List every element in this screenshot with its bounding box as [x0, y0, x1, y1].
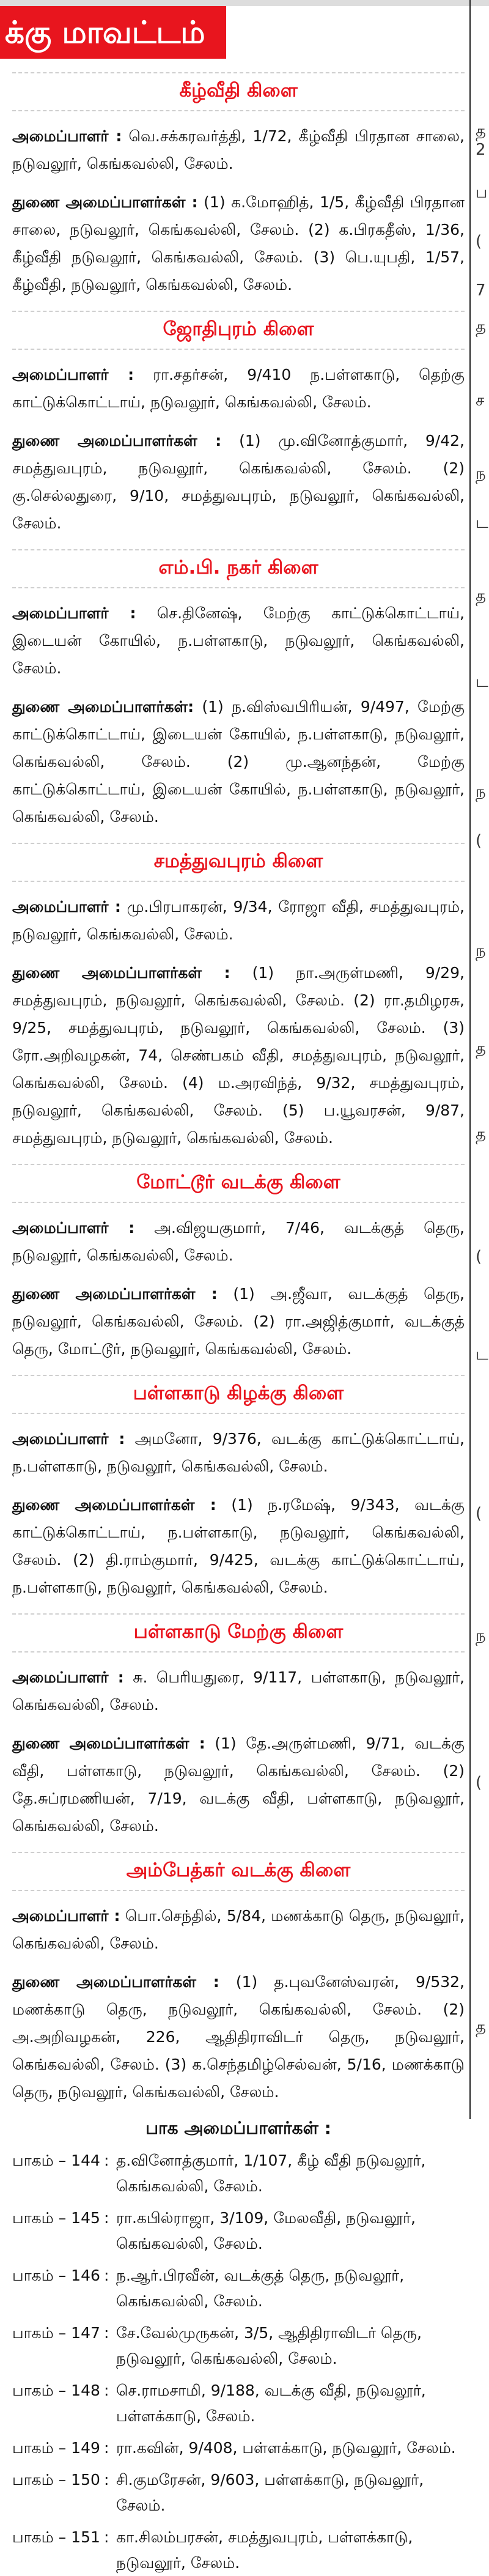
organizer-text: செ.தினேஷ், மேற்கு காட்டுக்கொட்டாய், இடையன் கோயில், ந.பள்ளகாடு, நடுவலூர், கெங்கவல்லி, சேலம். [12, 604, 465, 677]
organizer-entry [12, 1425, 465, 1480]
deputy-label: துணை அமைப்பாளர்கள் : [12, 193, 198, 211]
booth-number: பாகம் – 146 [12, 2267, 100, 2284]
booth-address: சே.வேல்முருகன், 3/5, ஆதிதிராவிடர் தெரு, நடுவலூர், கெங்கவல்லி, சேலம். [116, 2324, 422, 2367]
organizer-label: அமைப்பாளர் : [12, 1219, 135, 1237]
booth-address: த.வினோத்குமார், 1/107, கீழ் வீதி நடுவலூர், கெங்கவல்லி, சேலம். [116, 2152, 426, 2195]
deputy-text: (1) அ.ஜீவா, வடக்குத் தெரு, நடுவலூர், கெங்கவல்லி, சேலம். (2) ரா.அஜித்குமார், வடக்குத் தெரு, மோட்டூர், நடுவலூர், கெங்கவல்லி, சேலம். [12, 1285, 465, 1358]
deputy-label: துணை அமைப்பாளர்கள் : [12, 1973, 219, 1991]
deputy-label: துணை அமைப்பாளர்கள் : [12, 1734, 205, 1752]
deputy-entry [12, 959, 465, 1152]
branch-section [12, 1613, 465, 1840]
booth-row [12, 2435, 465, 2461]
deputy-entry [12, 188, 465, 298]
branch-section [12, 1164, 465, 1363]
booth-number: பாகம் – 150 [12, 2471, 100, 2489]
branch-heading: எம்.பி. நகர் கிளை [12, 549, 465, 588]
booth-number: பாகம் – 148 [12, 2382, 100, 2399]
organizer-text: சு. பெரியதுரை, 9/117, பள்ளகாடு, நடுவலூர், கெங்கவல்லி, சேலம். [12, 1668, 465, 1714]
organizer-text: அமனோ, 9/376, வடக்கு காட்டுக்கொட்டாய், ந.பள்ளகாடு, நடுவலூர், கெங்கவல்லி, சேலம். [12, 1430, 465, 1475]
fragment-glyph: ந [476, 1627, 486, 1645]
organizer-entry [12, 122, 465, 177]
main-column [12, 72, 465, 2572]
booth-organizers-title: பாக அமைப்பாளர்கள் : [145, 2118, 331, 2138]
deputy-text: (1) த.புவனேஸ்வரன், 9/532, மணக்காடு தெரு, நடுவலூர், கெங்கவல்லி, சேலம். (2) அ.அறிவழகன், 226, ஆதிதிராவிடர் தெரு, நடுவலூர், கெங்கவல்லி, சேலம். (3) க.செந்தமிழ்செல்வன், 5/16, மணக்காடு தெரு, நடுவலூர், கெங்கவல்லி, சேலம். [12, 1973, 465, 2101]
booth-number: பாகம் – 145 [12, 2209, 100, 2227]
booth-address: ரா.கபில்ராஜா, 3/109, மேலவீதி, நடுவலூர், கெங்கவல்லி, சேலம். [116, 2209, 416, 2252]
organizer-text: பொ.செந்தில், 5/84, மணக்காடு தெரு, நடுவலூர், கெங்கவல்லி, சேலம். [12, 1907, 465, 1952]
top-strip [0, 0, 489, 6]
deputy-text: (1) ந.ரமேஷ், 9/343, வடக்கு காட்டுக்கொட்டாய், ந.பள்ளகாடு, நடுவலூர், கெங்கவல்லி, சேலம். (2) தி.ராம்குமார், 9/425, வடக்கு காட்டுக்கொட்டாய், ந.பள்ளகாடு, நடுவலூர், கெங்கவல்லி, சேலம். [12, 1496, 465, 1596]
deputy-text: (1) க.மோஹித், 1/5, கீழ்வீதி பிரதான சாலை, நடுவலூர், கெங்கவல்லி, சேலம். (2) க.பிரகதீஸ், 1/36, கீழ்வீதி நடுவலூர், கெங்கவல்லி, சேலம். (3) பெ.யுபதி, 1/57, கீழ்வீதி, நடுவலூர், கெங்கவல்லி, சேலம். [12, 193, 465, 294]
fragment-glyph: ட [476, 1345, 488, 1364]
fragment-glyph: 7 [476, 281, 486, 300]
organizer-label: அமைப்பாளர் : [12, 366, 134, 383]
page-banner: க்கு மாவட்டம் [0, 6, 226, 59]
deputy-text: (1) மு.வினோத்குமார், 9/42, சமத்துவபுரம், நடுவலூர், கெங்கவல்லி, சேலம். (2) கு.செல்லதுரை, 9/10, சமத்துவபுரம், நடுவலூர், கெங்கவல்லி, சேலம். [12, 432, 465, 532]
deputy-text: (1) தே.அருள்மணி, 9/71, வடக்கு வீதி, பள்ளகாடு, நடுவலூர், கெங்கவல்லி, சேலம். (2) தே.சுப்ரமணியன், 7/19, வடக்கு வீதி, பள்ளகாடு, நடுவலூர், கெங்கவல்லி, சேலம். [12, 1734, 465, 1835]
booth-row [12, 2467, 465, 2519]
deputy-label: துணை அமைப்பாளர்கள்: [12, 698, 194, 716]
organizer-entry [12, 1214, 465, 1269]
deputy-label: துணை அமைப்பாளர்கள் : [12, 1496, 216, 1514]
fragment-glyph: 2 [476, 141, 486, 159]
booth-row [12, 2320, 465, 2372]
organizer-text: வெ.சக்கரவர்த்தி, 1/72, கீழ்வீதி பிரதான சாலை, நடுவலூர், கெங்கவல்லி, சேலம். [12, 127, 465, 172]
branch-heading: அம்பேத்கர் வடக்கு கிளை [12, 1852, 465, 1891]
fragment-glyph: த [476, 318, 486, 336]
booth-separator: : [104, 2152, 109, 2169]
fragment-glyph: ச [476, 391, 485, 410]
deputy-entry [12, 1280, 465, 1363]
booth-number: பாகம் – 149 [12, 2439, 100, 2457]
branch-heading: பள்ளகாடு கிழக்கு கிளை [12, 1375, 465, 1414]
deputy-label: துணை அமைப்பாளர்கள் : [12, 964, 230, 982]
deputy-text: (1) நா.அருள்மணி, 9/29, சமத்துவபுரம், நடுவலூர், கெங்கவல்லி, சேலம். (2) ரா.தமிழரசு, 9/25, சமத்துவபுரம், நடுவலூர், கெங்கவல்லி, சேலம். (3) ரோ.அறிவழகன், 74, செண்பகம் வீதி, சமத்துவபுரம், நடுவலூர், கெங்கவல்லி, சேலம். (4) ம.அரவிந்த், 9/32, சமத்துவபுரம், நடுவலூர், கெங்கவல்லி, சேலம். (5) ப.யூவரசன், 9/87, சமத்துவபுரம், நடுவலூர், கெங்கவல்லி, சேலம். [12, 964, 465, 1147]
fragment-glyph: ந [476, 942, 486, 960]
branch-section [12, 311, 465, 537]
fragment-glyph: த [476, 2018, 486, 2037]
organizer-entry [12, 1664, 465, 1719]
branch-heading: கீழ்வீதி கிளை [12, 72, 465, 111]
adjacent-column-fragment [473, 0, 489, 2119]
deputy-text: (1) ந.விஸ்வபிரியன், 9/497, மேற்கு காட்டுக்கொட்டாய், இடையன் கோயில், ந.பள்ளகாடு, நடுவலூர், கெங்கவல்லி, சேலம். (2) மு.ஆனந்தன், மேற்கு காட்டுக்கொட்டாய், இடையன் கோயில், ந.பள்ளகாடு, நடுவலூர், கெங்கவல்லி, சேலம். [12, 698, 465, 826]
fragment-glyph: ட [476, 514, 488, 532]
organizer-entry [12, 361, 465, 416]
organizer-entry [12, 893, 465, 948]
organizer-label: அமைப்பாளர் : [12, 1668, 124, 1686]
booth-address: கா.சிலம்பரசன், சமத்துவபுரம், பள்ளக்காடு, நடுவலூர், சேலம். [116, 2528, 413, 2572]
booth-separator: : [104, 2324, 109, 2342]
booth-address: சி.குமரேசன், 9/603, பள்ளக்காடு, நடுவலூர், சேலம். [116, 2471, 424, 2514]
fragment-glyph: த [476, 587, 486, 605]
fragment-glyph: ( [476, 832, 482, 850]
deputy-entry [12, 1968, 465, 2106]
booth-row [12, 2205, 465, 2257]
column-divider [469, 0, 471, 2119]
branch-heading: பள்ளகாடு மேற்கு கிளை [12, 1613, 465, 1653]
booth-address: ந.ஆர்.பிரவீன், வடக்குத் தெரு, நடுவலூர், கெங்கவல்லி, சேலம். [116, 2267, 405, 2310]
branch-section [12, 1375, 465, 1601]
booth-number: பாகம் – 147 [12, 2324, 100, 2342]
booth-separator: : [104, 2209, 109, 2227]
booth-row [12, 2148, 465, 2199]
deputy-entry [12, 693, 465, 831]
branch-section [12, 549, 465, 831]
booth-list [12, 2148, 465, 2576]
deputy-label: துணை அமைப்பாளர்கள் : [12, 1285, 218, 1303]
organizer-label: அமைப்பாளர் : [12, 127, 122, 145]
fragment-glyph: ( [476, 232, 482, 251]
organizer-label: அமைப்பாளர் : [12, 604, 136, 622]
fragment-glyph: ப [476, 183, 488, 202]
branch-heading: சமத்துவபுரம் கிளை [12, 843, 465, 882]
organizer-label: அமைப்பாளர் : [12, 1907, 120, 1925]
booth-address: செ.ராமசாமி, 9/188, வடக்கு வீதி, நடுவலூர், பள்ளக்காடு, சேலம். [116, 2382, 426, 2425]
booth-row [12, 2378, 465, 2429]
fragment-glyph: த [476, 1125, 486, 1144]
organizer-label: அமைப்பாளர் : [12, 898, 121, 916]
organizer-text: மு.பிரபாகரன், 9/34, ரோஜா வீதி, சமத்துவபுரம், நடுவலூர், கெங்கவல்லி, சேலம். [12, 898, 465, 943]
fragment-glyph: ட [476, 673, 488, 691]
fragment-glyph: ( [476, 1774, 482, 1792]
booth-number: பாகம் – 151 [12, 2528, 100, 2546]
booth-row [12, 2525, 465, 2576]
deputy-entry [12, 1491, 465, 1601]
fragment-glyph: ந [476, 465, 486, 483]
branch-section [12, 1852, 465, 2106]
deputy-label: துணை அமைப்பாளர்கள் : [12, 432, 222, 450]
fragment-glyph: ( [476, 1505, 482, 1523]
booth-separator: : [104, 2382, 109, 2399]
branch-section [12, 843, 465, 1152]
fragment-glyph: த [476, 122, 486, 141]
booth-row [12, 2263, 465, 2314]
organizer-entry [12, 599, 465, 682]
booth-separator: : [104, 2267, 109, 2284]
branch-section [12, 72, 465, 298]
branch-heading: ஜோதிபுரம் கிளை [12, 311, 465, 350]
deputy-entry [12, 427, 465, 537]
organizer-label: அமைப்பாளர் : [12, 1430, 125, 1448]
deputy-entry [12, 1730, 465, 1840]
fragment-glyph: ந [476, 783, 486, 801]
booth-number: பாகம் – 144 [12, 2152, 100, 2169]
branch-heading: மோட்டூர் வடக்கு கிளை [12, 1164, 465, 1203]
booth-address: ரா.கவின், 9/408, பள்ளக்காடு, நடுவலூர், சேலம். [116, 2439, 456, 2457]
booth-separator: : [104, 2439, 109, 2457]
organizer-text: ரா.சதர்சன், 9/410 ந.பள்ளகாடு, தெற்கு காட்டுக்கொட்டாய், நடுவலூர், கெங்கவல்லி, சேலம். [12, 366, 465, 411]
organizer-entry [12, 1902, 465, 1957]
booth-separator: : [104, 2528, 109, 2546]
booth-separator: : [104, 2471, 109, 2489]
organizer-text: அ.விஜயகுமார், 7/46, வடக்குத் தெரு, நடுவலூர், கெங்கவல்லி, சேலம். [12, 1219, 465, 1264]
fragment-glyph: த [476, 1040, 486, 1058]
fragment-glyph: ( [476, 1248, 482, 1266]
